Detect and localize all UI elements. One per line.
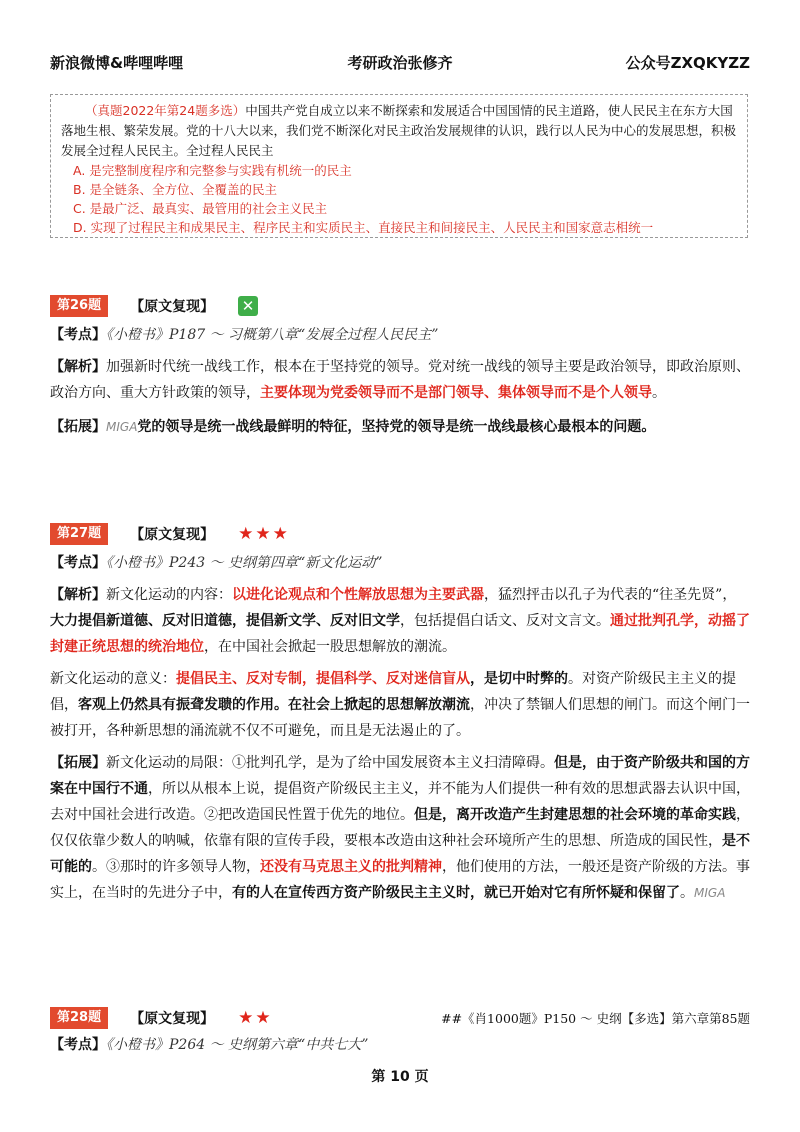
option-d: D. 实现了过程民主和成果民主、程序民主和实质民主、直接民主和间接民主、人民民主和国家意志相统一 xyxy=(73,220,654,235)
q27-titlebar xyxy=(50,522,750,546)
q27-kaodian xyxy=(50,550,750,576)
q27-yy-b: 。对资产阶级民主主义的提倡， xyxy=(50,671,736,713)
question-source: （真题2022年第24题多选） xyxy=(85,103,246,118)
q27-jiexi xyxy=(50,582,750,660)
q27-tz-e: ，他们使用的方法，一般还是资产阶级的方法。事实上，在当时的先进分子中， xyxy=(50,859,750,901)
option-c: C. 是最广泛、最真实、最管用的社会主义民主 xyxy=(73,201,328,216)
q26-jiexi-end: 。 xyxy=(652,385,666,401)
q26-tuozhan xyxy=(50,414,750,440)
q28-kaodian xyxy=(50,1032,750,1058)
q26-jiexi xyxy=(50,354,750,406)
option-a: A. 是完整制度程序和完整参与实践有机统一的民主 xyxy=(73,163,352,178)
q27-star-rating: ★★★ xyxy=(238,524,290,544)
q26-titlebar xyxy=(50,294,750,318)
q26-jiexi-highlight: 主要体现为党委领导而不是部门领导、集体领导而不是个人领导 xyxy=(260,385,652,401)
q26-miga-mark: MIGA xyxy=(106,420,138,434)
q27-yy-a: 新文化运动的意义： xyxy=(50,671,176,687)
q28-titlebar xyxy=(50,1006,750,1030)
q28-kaodian-text: 《小橙书》P264 ～ 史纲第六章“中共七大” xyxy=(106,1037,369,1053)
question-stem xyxy=(61,101,737,161)
tuozhan-label: 【拓展】 xyxy=(50,755,106,771)
q27-jx-bold1: 大力提倡新道德、反对旧道德，提倡新文学、反对旧文学 xyxy=(50,613,400,629)
kaodian-label: 【考点】 xyxy=(50,327,106,343)
q27-tuozhan xyxy=(50,750,750,906)
q26-jiexi-text: 加强新时代统一战线工作，根本在于坚持党的领导。党对统一战线的领导主要是政治领导，即政治原则、政治方向、重大方针政策的领导， xyxy=(50,359,750,401)
kaodian-label: 【考点】 xyxy=(50,1037,106,1053)
q26-kaodian-text: 《小橙书》P187 ～ 习概第八章“发展全过程人民民主” xyxy=(106,327,439,343)
q27-kaodian-text: 《小橙书》P243 ～ 史纲第四章“新文化运动” xyxy=(106,555,383,571)
q27-jx-a: 新文化运动的内容： xyxy=(106,587,232,603)
question-box xyxy=(50,94,748,238)
q27-jx-red1: 以进化论观点和个性解放思想为主要武器 xyxy=(232,587,484,603)
q27-jx-red2: 通过批判孔学，动摇了封建正统思想的统治地位 xyxy=(50,613,750,655)
q26-kaodian xyxy=(50,322,750,348)
q27-tz-bold4: 有的人在宣传西方资产阶级民主主义时，就已开始对它有所怀疑和保留了 xyxy=(232,885,680,901)
header-left: 新浪微博&哔哩哔哩 xyxy=(50,54,184,72)
option-b: B. 是全链条、全方位、全覆盖的民主 xyxy=(73,182,278,197)
q27-jx-d: ，在中国社会掀起一股思想解放的潮流。 xyxy=(204,639,456,655)
q27-jx-b: ，猛烈抨击以孔子为代表的“往圣先贤”， xyxy=(484,587,737,603)
section-q27 xyxy=(50,522,750,906)
tuozhan-label: 【拓展】 xyxy=(50,419,106,435)
jiexi-label: 【解析】 xyxy=(50,587,106,603)
cross-icon: ✕ xyxy=(238,296,258,316)
q27-tz-b: ，所以从根本上说，提倡资产阶级民主主义，并不能为人们提供一种有效的思想武器去认识中国，去对中国社会进行改造。②把改造国民性置于优先的地位。 xyxy=(50,781,750,823)
header-center: 考研政治张修齐 xyxy=(347,54,453,72)
q28-original-label: 【原文复现】 xyxy=(130,1011,215,1027)
q26-number-badge: 第26题 xyxy=(50,295,108,317)
section-q26 xyxy=(50,294,750,440)
q27-tz-bold2: 但是，离开改造产生封建思想的社会环境的革命实践 xyxy=(414,807,736,823)
q27-tz-bold3: 是不可能的 xyxy=(50,833,750,875)
section-q28 xyxy=(50,1006,750,1058)
q27-tz-d: 。③那时的许多领导人物， xyxy=(92,859,260,875)
q27-yy-bold2: 客观上仍然具有振聋发聩的作用。在社会上掀起的思想解放潮流 xyxy=(78,697,470,713)
q27-yiyi xyxy=(50,666,750,744)
q27-yy-c: ，冲决了禁锢人们思想的闸门。而这个闸门一被打开，各种新思想的涌流就不仅不可避免，而且是无法遏止的了。 xyxy=(50,697,750,739)
q27-miga-mark: MIGA xyxy=(694,886,726,900)
question-text: 中国共产党自成立以来不断探索和发展适合中国国情的民主道路，使人民民主在东方大国落地生根、繁荣发展。党的十八大以来，我们党不断深化对民主政治发展规律的认识，践行以人民为中心的发展思想，积极发展全过程人民民主。全过程人民民主 xyxy=(61,103,737,158)
q27-tz-red: 还没有马克思主义的批判精神 xyxy=(260,859,442,875)
q27-jx-c: ，包括提倡白话文、反对文言文。 xyxy=(400,613,610,629)
q27-number-badge: 第27题 xyxy=(50,523,108,545)
q27-original-label: 【原文复现】 xyxy=(130,527,215,543)
q26-tuozhan-text: 党的领导是统一战线最鲜明的特征，坚持党的领导是统一战线最核心最根本的问题。 xyxy=(137,419,656,435)
q28-number-badge: 第28题 xyxy=(50,1007,108,1029)
q27-yy-red: 提倡民主、反对专制，提倡科学、反对迷信盲从 xyxy=(176,671,470,687)
page-number: 第 10 页 xyxy=(371,1069,429,1085)
q27-tz-f: 。 xyxy=(680,885,694,901)
q27-yy-bold1: ，是切中时弊的 xyxy=(470,671,568,687)
q27-tz-a: 新文化运动的局限：①批判孔学，是为了给中国发展资本主义扫清障碍。 xyxy=(106,755,554,771)
q27-tz-c: ，仅仅依靠少数人的呐喊，依靠有限的宣传手段，要根本改造由这种社会环境所产生的思想、所造成的国民性， xyxy=(50,807,750,849)
q28-reference: ##《肖1000题》P150 ～ 史纲【多选】第六章第85题 xyxy=(441,1011,750,1026)
kaodian-label: 【考点】 xyxy=(50,555,106,571)
jiexi-label: 【解析】 xyxy=(50,359,106,375)
q27-tz-bold1: 但是，由于资产阶级共和国的方案在中国行不通 xyxy=(50,755,750,797)
header-right: 公众号ZXQKYZZ xyxy=(625,54,750,72)
page-header xyxy=(50,52,750,74)
q26-original-label: 【原文复现】 xyxy=(130,299,215,315)
q28-star-rating: ★★ xyxy=(238,1008,273,1028)
